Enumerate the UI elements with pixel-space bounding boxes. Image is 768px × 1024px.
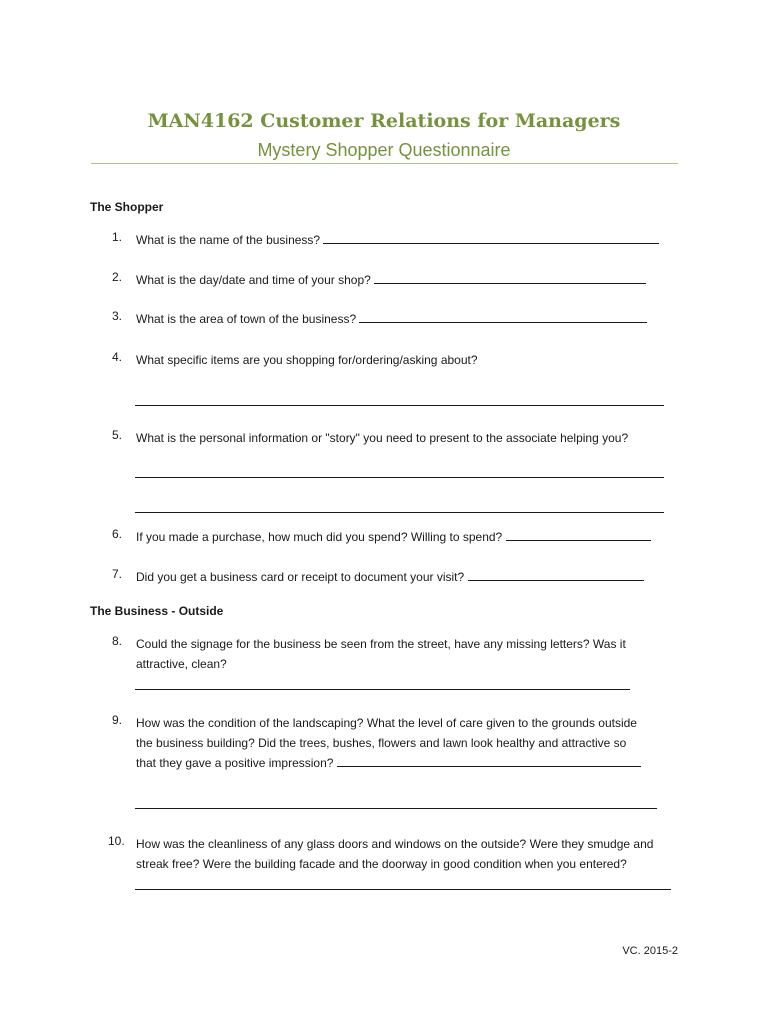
question-number: 8.: [112, 634, 123, 648]
question-number: 4.: [112, 350, 123, 364]
question-number: 10.: [108, 834, 125, 848]
section-heading-business-outside: The Business - Outside: [90, 604, 224, 618]
answer-blank[interactable]: [374, 272, 646, 284]
answer-line-10[interactable]: [135, 889, 671, 890]
title-divider: [91, 163, 678, 164]
question-text: What is the day/date and time of your shop?: [136, 273, 371, 287]
question-number: 5.: [112, 428, 123, 442]
answer-line-4[interactable]: [135, 405, 664, 406]
version-label: VC. 2015-2: [622, 945, 678, 957]
question-text: What is the personal information or "story" you need to present to the associate helping you?: [136, 431, 629, 445]
question-text: What is the name of the business?: [136, 233, 321, 247]
section-heading-shopper: The Shopper: [90, 200, 164, 214]
question-text: What is the area of town of the business?: [136, 312, 357, 326]
question-text: If you made a purchase, how much did you spend? Willing to spend?: [136, 530, 503, 544]
question-text-line: the business building? Did the trees, bushes, flowers and lawn look healthy and attractive so: [136, 736, 627, 750]
answer-blank[interactable]: [506, 529, 651, 541]
question-text-line: How was the condition of the landscaping? What the level of care given to the grounds outside: [136, 716, 637, 730]
answer-line-5b[interactable]: [135, 512, 664, 513]
question-number: 7.: [112, 567, 123, 581]
question-text-line: streak free? Were the building facade and the doorway in good condition when you entered?: [136, 857, 627, 871]
page-title: MAN4162 Customer Relations for Managers: [147, 110, 621, 132]
answer-line-5a[interactable]: [135, 477, 664, 478]
question-number: 1.: [112, 230, 123, 244]
answer-blank[interactable]: [337, 755, 641, 767]
question-text: Did you get a business card or receipt to document your visit?: [136, 570, 465, 584]
question-number: 6.: [112, 527, 123, 541]
question-number: 3.: [112, 309, 123, 323]
question-text-line: Could the signage for the business be seen from the street, have any missing letters? Was it: [136, 637, 626, 651]
question-text: What specific items are you shopping for/ordering/asking about?: [136, 353, 478, 367]
answer-line-9[interactable]: [135, 808, 657, 809]
question-text-line: How was the cleanliness of any glass doors and windows on the outside? Were they smudge and: [136, 837, 654, 851]
answer-blank[interactable]: [323, 232, 659, 244]
page-subtitle: Mystery Shopper Questionnaire: [257, 140, 511, 160]
question-text-line: that they gave a positive impression?: [136, 756, 334, 770]
answer-blank[interactable]: [468, 569, 644, 581]
question-text-line: attractive, clean?: [136, 657, 227, 671]
answer-line-8[interactable]: [135, 689, 630, 690]
answer-blank[interactable]: [359, 311, 647, 323]
question-number: 9.: [112, 713, 123, 727]
question-number: 2.: [112, 270, 123, 284]
